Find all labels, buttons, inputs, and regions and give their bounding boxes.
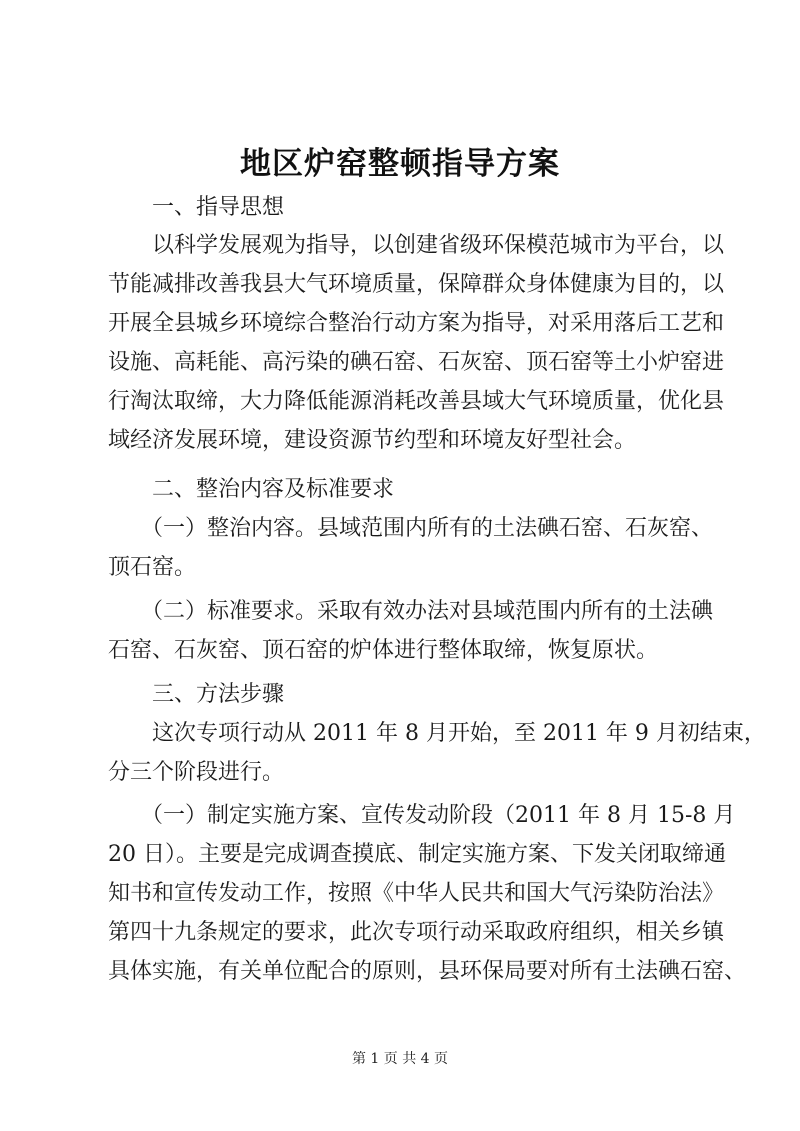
paragraph-line: （一）整治内容。县域范围内所有的土法碘石窑、石灰窑、 (108, 516, 714, 541)
heading-content-requirements: 二、整治内容及标准要求 (108, 477, 395, 502)
page-footer: 第 1 页 共 4 页 (351, 1051, 449, 1067)
paragraph-line: 这次专项行动从 2011 年 8 月开始，至 2011 年 9 月初结束， (108, 721, 766, 746)
paragraph-line: 开展全县城乡环境综合整治行动方案为指导，对采用落后工艺和 (108, 311, 725, 336)
paragraph-line: 20 日）。主要是完成调查摸底、制定实施方案、下发关闭取缔通 (108, 842, 726, 867)
paragraph-line: 石窑、石灰窑、顶石窑的炉体进行整体取缔，恢复原状。 (108, 638, 659, 663)
paragraph-line: 设施、高耗能、高污染的碘石窑、石灰窑、顶石窑等土小炉窑进 (108, 350, 725, 375)
paragraph-line: 第四十九条规定的要求，此次专项行动采取政府组织，相关乡镇 (108, 920, 725, 945)
paragraph-line: 行淘汰取缔，大力降低能源消耗改善县域大气环境质量，优化县 (108, 389, 725, 414)
paragraph-line: 具体实施，有关单位配合的原则，县环保局要对所有土法碘石窑、 (108, 959, 747, 984)
paragraph-line: 知书和宣传发动工作，按照《中华人民共和国大气污染防治法》 (108, 881, 725, 906)
paragraph-line: 顶石窑。 (108, 555, 197, 580)
paragraph-line: 分三个阶段进行。 (108, 760, 285, 785)
document-title: 地区炉窑整顿指导方案 (240, 146, 560, 182)
paragraph-line: 节能减排改善我县大气环境质量，保障群众身体健康为目的，以 (108, 272, 725, 297)
paragraph-line: 域经济发展环境，建设资源节约型和环境友好型社会。 (108, 428, 637, 453)
paragraph-line: （二）标准要求。采取有效办法对县域范围内所有的土法碘 (108, 599, 714, 624)
paragraph-line: 以科学发展观为指导，以创建省级环保模范城市为平台，以 (108, 233, 725, 258)
paragraph-line: （一）制定实施方案、宣传发动阶段（2011 年 8 月 15-8 月 (108, 803, 736, 828)
heading-guiding-thought: 一、指导思想 (108, 195, 285, 220)
heading-methods-steps: 三、方法步骤 (108, 682, 285, 707)
